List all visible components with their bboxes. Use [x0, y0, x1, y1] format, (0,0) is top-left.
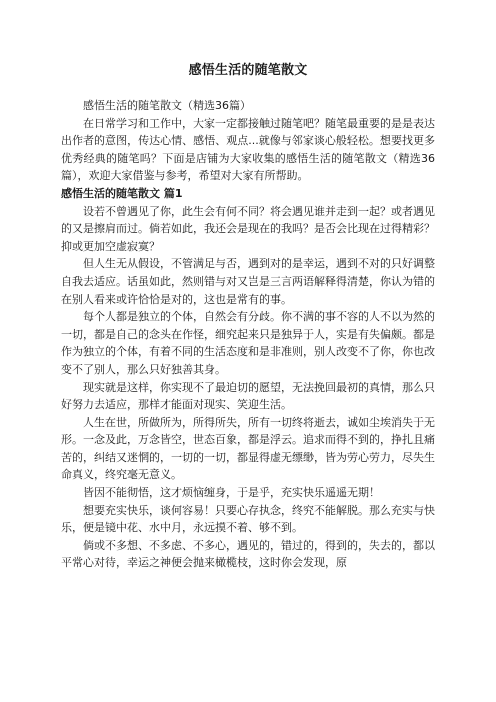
body-paragraph: 皆因不能彻悟，这才烦恼缠身，于是乎，充实快乐遥遥无期！ [83, 486, 380, 500]
document-page [61, 62, 435, 572]
body-paragraph: 设若不曾遇见了你，此生会有何不同？将会遇见谁并走到一起？或者遇见的又是擦肩而过。倘若如此，我还会是现在的我吗？是否会比现在过得精彩？抑或更加空虚寂寞？ [61, 204, 435, 253]
body-paragraph: 每个人都是独立的个体，自然会有分歧。你不满的事不容的人不以为然的一切，都是自己的念头在作怪，细究起来只是独异于人，实是有失偏颇。都是作为独立的个体，有着不同的生活态度和是非准则，别人改变不了你，你也改变不了别人，那么只好独善其身。 [61, 310, 435, 376]
body-paragraph: 想要充实快乐，谈何容易！只要心存执念，终究不能解脱。那么充实与快乐，便是镜中花、水中月，永远摸不着、够不到。 [61, 503, 435, 535]
section-heading: 感悟生活的随笔散文 篇1 [61, 186, 183, 200]
body-paragraph: 人生在世，所做所为，所得所失，所有一切终将逝去，诚如尘埃消失于无形。一念及此，万念皆空，世态百象，都是浮云。追求而得不到的，挣扎且痛苦的，纠结又迷惘的，一切的一切，都显得虚无缥缈，皆为劳心劳力，尽失生命真义，终究毫无意义。 [61, 415, 435, 482]
document-title: 感悟生活的随笔散文 [188, 63, 308, 78]
body-paragraph: 但人生无从假设，不管满足与否，遇到对的是幸运，遇到不对的只好调整自我去适应。话虽如此，然则错与对又岂是三言两语解释得清楚，你认为错的在别人看来或许恰恰是对的，这也是常有的事。 [61, 257, 435, 306]
document-subtitle: 感悟生活的随笔散文（精选36篇） [83, 99, 251, 112]
intro-paragraph: 在日常学习和工作中，大家一定都接触过随笔吧？随笔最重要的是是表达出作者的意图，传达心情、感悟、观点...就像与邻家谈心般轻松。想要找更多优秀经典的随笔吗？下面是店铺为大家收集的感悟生活的随笔散文（精选36篇），欢迎大家借鉴与参考，希望对大家有所帮助。 [61, 116, 435, 183]
body-paragraph: 倘或不多想、不多虑、不多心，遇见的，错过的，得到的，失去的，都以平常心对待，幸运之神便会抛来橄榄枝，这时你会发现，原 [61, 538, 435, 570]
body-paragraph: 现实就是这样，你实现不了最迫切的愿望，无法挽回最初的真情，那么只好努力去适应，那样才能面对现实、笑迎生活。 [61, 380, 435, 412]
